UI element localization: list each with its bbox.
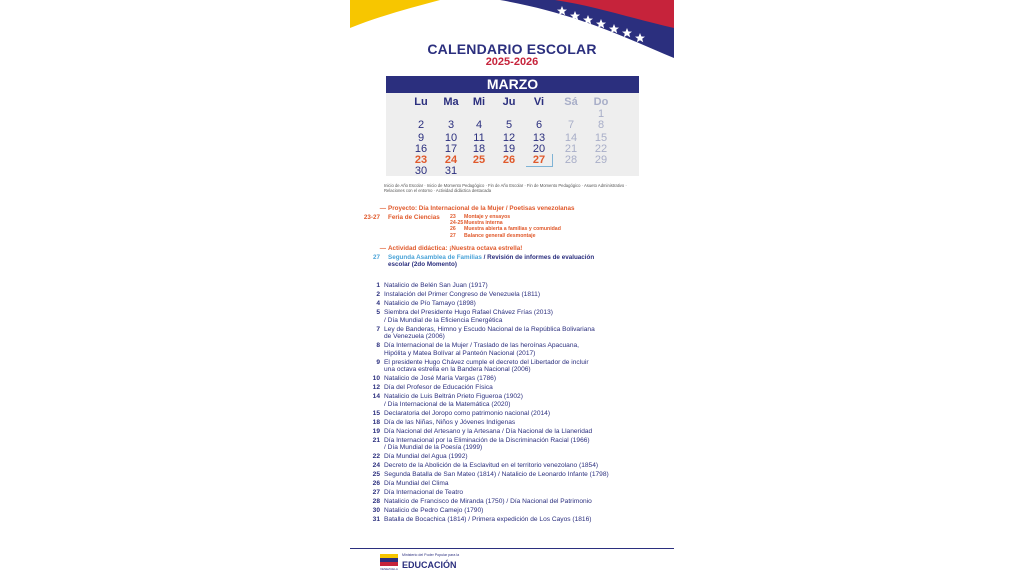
efemeride-day: 26: [372, 480, 380, 488]
calendar-day: 3: [447, 119, 455, 131]
calendar-day: 5: [505, 119, 513, 131]
footer-divider: [350, 548, 674, 549]
weekday-label: Lu: [414, 96, 428, 108]
calendar-poster: [350, 0, 674, 576]
efemeride-text: Batalla de Bocachica (1814) / Primera expedición de Los Cayos (1816): [384, 516, 592, 524]
calendar-day-grid: [386, 76, 639, 176]
event-text: Actividad didáctica: ¡Nuestra octava estrella!: [388, 245, 523, 252]
efemeride-item: [370, 419, 670, 427]
efemeride-item: [370, 489, 670, 497]
efemeride-text: Declaratoria del Joropo como patrimonio nacional (2014): [384, 409, 551, 417]
efemeride-item: [370, 428, 670, 436]
efemeride-text: El presidente Hugo Chávez cumple el decreto del Libertador de incluir una octava estrella en la Bandera Nacional (2006): [384, 358, 589, 374]
efemeride-day: 22: [372, 453, 380, 461]
efemeride-day: 15: [372, 409, 380, 417]
efemeride-text: Día de las Niñas, Niños y Jóvenes Indígenas: [384, 418, 516, 426]
calendar-day: 27: [526, 154, 553, 167]
efemeride-day: 24: [372, 462, 380, 470]
efemeride-day: 14: [372, 393, 380, 401]
calendar-day: 1: [597, 108, 605, 120]
efemeride-text: Natalicio de José María Vargas (1786): [384, 375, 497, 383]
poster-title: CALENDARIO ESCOLAR: [427, 41, 597, 57]
event-text-part: Segunda Asamblea de Familias: [388, 254, 482, 261]
efemeride-text: Natalicio de Luis Beltrán Prieto Figueroa (1902) / Día Internacional de la Matemática (2020): [384, 393, 523, 408]
efemeride-item: [370, 471, 670, 479]
efemeride-text: Instalación del Primer Congreso de Venezuela (1811): [384, 290, 541, 298]
efemeride-day: 31: [372, 516, 380, 524]
calendar-day: 20: [532, 143, 546, 155]
efemeride-item: [370, 393, 670, 408]
calendar-day: 13: [532, 132, 546, 144]
efemeride-text: Natalicio de Pedro Camejo (1790): [384, 507, 484, 515]
feria-sub-date: 24-25: [450, 220, 464, 227]
efemeride-day: 4: [376, 299, 380, 307]
efemeride-day: 9: [376, 358, 380, 366]
calendar-day: 21: [564, 143, 578, 155]
efemeride-text: Ley de Banderas, Himno y Escudo Nacional de la República Bolivariana de Venezuela (2006): [384, 325, 595, 341]
weekday-label: Ma: [443, 96, 459, 108]
efemeride-day: 27: [372, 489, 380, 497]
efemeride-item: [370, 516, 670, 524]
efemeride-day: 18: [372, 418, 380, 426]
efemeride-item: [370, 453, 670, 461]
logo-sub: VENEZUELA: [380, 567, 398, 571]
calendar-day: 25: [472, 154, 486, 166]
efemeride-item: [370, 410, 670, 418]
efemeride-day: 2: [376, 290, 380, 298]
efemeride-item: [370, 359, 670, 374]
efemeride-text: Segunda Batalla de San Mateo (1814) / Natalicio de Leonardo Infante (1798): [384, 471, 609, 479]
weekday-label: Ju: [502, 96, 516, 108]
efemerides-list: [370, 282, 670, 525]
logo-ministry: Ministerio del Poder Popular para la: [402, 553, 460, 557]
feria-sub-date: 27: [450, 232, 456, 239]
calendar-day: 14: [564, 132, 578, 144]
poster-year: 2025-2026: [485, 56, 539, 68]
efemeride-text: Día Internacional de la Mujer / Traslado de las heroínas Apacuana, Hipólita y Matea Bolívar al Panteón Nacional (2017): [384, 342, 580, 357]
efemeride-item: [370, 498, 670, 506]
calendar-day: 26: [502, 154, 516, 166]
calendar-day: 12: [502, 132, 516, 144]
efemeride-day: 21: [372, 436, 380, 444]
feria-sub-list: [450, 214, 561, 239]
calendar-day: 11: [473, 132, 485, 144]
month-calendar: [386, 76, 639, 176]
efemeride-day: 19: [372, 427, 380, 435]
calendar-day: 4: [475, 119, 483, 131]
efemeride-item: [370, 480, 670, 488]
calendar-day: 22: [594, 143, 608, 155]
event-text-part: / Revisión de informes de evaluación: [483, 254, 595, 261]
calendar-day: 7: [567, 119, 575, 131]
feria-sub-text: Muestra interna: [464, 220, 503, 227]
calendar-day: 8: [597, 119, 605, 131]
efemeride-day: 7: [376, 325, 380, 333]
efemeride-text: Día Nacional del Artesano y la Artesana / Día Nacional de la Llaneridad: [384, 427, 593, 435]
calendar-day: 23: [414, 154, 428, 166]
logo-name: EDUCACIÓN: [402, 560, 457, 570]
event-text-part: escolar (2do Momento): [388, 261, 457, 268]
efemeride-item: [370, 282, 670, 290]
calendar-day: 6: [535, 119, 543, 131]
efemeride-text: Día Internacional por la Eliminación de la Discriminación Racial (1966) / Día Mundial de la Poesía (1999): [384, 436, 590, 452]
calendar-day: 2: [417, 119, 425, 131]
event-text: Proyecto: Día Internacional de la Mujer / Poetisas venezolanas: [388, 205, 575, 212]
feria-sub-text: Montaje y ensayos: [464, 214, 511, 220]
efemeride-item: [370, 291, 670, 299]
efemeride-text: Día Mundial del Agua (1992): [384, 453, 468, 461]
efemeride-item: [370, 309, 670, 324]
calendar-day: 15: [594, 132, 608, 144]
efemeride-day: 25: [372, 471, 380, 479]
month-title: MARZO: [386, 76, 639, 93]
efemeride-day: 12: [372, 384, 380, 392]
calendar-day: 9: [417, 132, 425, 144]
feria-sub-text: Muestra abierta a familias y comunidad: [464, 226, 561, 233]
calendar-day: 16: [414, 143, 428, 155]
efemeride-day: 5: [376, 308, 380, 316]
calendar-day: 29: [594, 154, 608, 166]
weekday-label: Sá: [564, 96, 578, 108]
event-date: —: [379, 245, 386, 252]
event-date: 27: [372, 254, 380, 261]
efemeride-item: [370, 300, 670, 308]
efemeride-text: Natalicio de Francisco de Miranda (1750) / Día Nacional del Patrimonio: [384, 498, 592, 506]
efemeride-text: Día Mundial del Clima: [384, 480, 449, 488]
calendar-day: 24: [444, 154, 458, 166]
efemeride-text: Día del Profesor de Educación Física: [384, 384, 493, 392]
venezuela-flag-icon: [380, 554, 398, 566]
efemeride-item: [370, 326, 670, 341]
event-date: 23-27: [363, 214, 380, 221]
efemeride-day: 1: [376, 282, 380, 289]
efemeride-day: 30: [372, 507, 380, 515]
weekday-label: Mi: [472, 96, 486, 108]
feria-sub-text: Balance general/ desmontaje: [464, 232, 536, 239]
calendar-day: 17: [444, 143, 458, 155]
efemeride-item: [370, 462, 670, 470]
efemeride-day: 8: [376, 342, 380, 350]
efemeride-day: 28: [372, 498, 380, 506]
weekday-label: Vi: [533, 96, 545, 108]
calendar-legend: Inicio de Año Escolar · Inicio de Momento Pedagógico · Fin de Año Escolar · Fin de Momento Pedagógico · Asueto Administrativo · Relaciones con el entorno · Actividad didáctica destacada: [384, 183, 627, 194]
calendar-day: 10: [444, 132, 458, 144]
efemeride-item: [370, 507, 670, 515]
efemeride-item: [370, 375, 670, 383]
ministry-logo: [380, 552, 490, 572]
efemeride-text: Día Internacional de Teatro: [384, 489, 464, 497]
event-date: —: [379, 205, 386, 212]
calendar-day: 19: [502, 143, 516, 155]
calendar-day: 18: [472, 143, 486, 155]
efemeride-text: Natalicio de Pío Tamayo (1898): [384, 299, 476, 307]
event-text: [388, 254, 648, 268]
feria-sub-item: [450, 233, 561, 239]
efemeride-text: Natalicio de Belén San Juan (1917): [384, 282, 488, 289]
efemeride-item: [370, 437, 670, 452]
weekday-label: Do: [593, 96, 609, 108]
event-text: Feria de Ciencias: [388, 214, 440, 221]
feria-sub-date: 26: [450, 226, 456, 233]
efemeride-item: [370, 342, 670, 357]
efemeride-item: [370, 384, 670, 392]
efemeride-day: 10: [372, 375, 380, 383]
efemeride-text: Decreto de la Abolición de la Esclavitud en el territorio venezolano (1854): [384, 462, 599, 470]
calendar-day: 30: [414, 165, 428, 177]
feria-sub-date: 23: [450, 214, 456, 220]
efemeride-text: Siembra del Presidente Hugo Rafael Chávez Frías (2013) / Día Mundial de la Eficiencia Energética: [384, 308, 553, 324]
calendar-day: 28: [564, 154, 578, 166]
calendar-day: 31: [444, 165, 458, 177]
